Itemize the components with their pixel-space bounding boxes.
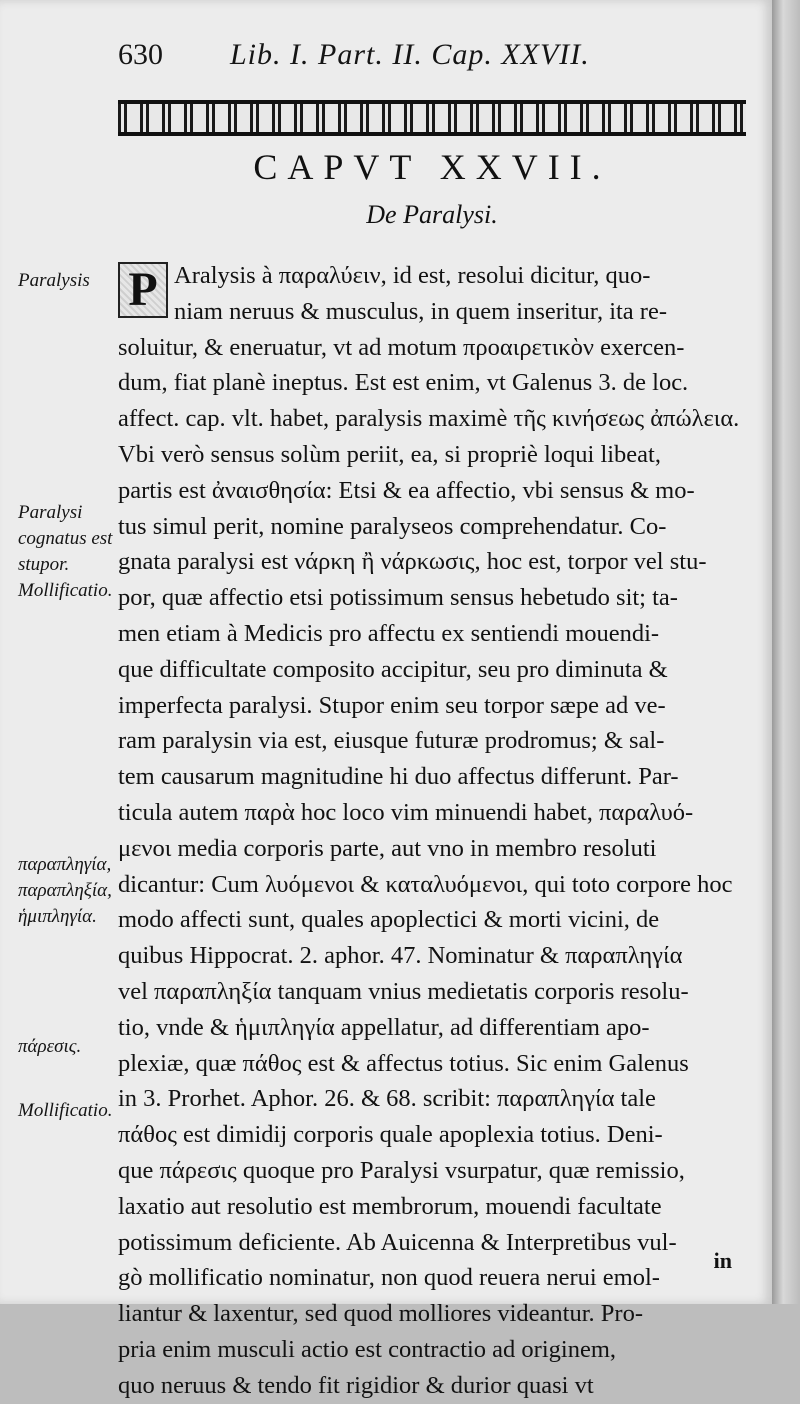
text-line: liantur & laxentur, sed quod molliores videantur. Pro- <box>118 1300 643 1328</box>
drop-cap: P <box>118 262 168 318</box>
margin-note: πάρεσις. <box>18 1036 82 1057</box>
text-line: dicantur: Cum λυόμενοι & καταλυόμενοι, qui toto corpore hoc <box>118 870 733 898</box>
text-line: πάθος est dimidij corporis quale apoplexia totius. Deni- <box>118 1121 663 1149</box>
page-edge <box>772 0 800 1304</box>
text-line: quibus Hippocrat. 2. aphor. 47. Nominatur & παραπληγία <box>118 942 683 970</box>
text-line: modo affecti sunt, quales apoplectici & morti vicini, de <box>118 906 660 934</box>
text-line: dum, fiat planè ineptus. Est est enim, vt Galenus 3. de loc. <box>118 369 689 397</box>
text-line: affect. cap. vlt. habet, paralysis maximè τῆς κινήσεως ἀπώλεια. <box>118 405 740 433</box>
text-line: partis est ἀναισθησία: Etsi & ea affectio, vbi sensus & mo- <box>118 476 695 504</box>
text-line: imperfecta paralysi. Stupor enim seu torpor sæpe ad ve- <box>118 691 666 719</box>
text-line: potissimum deficiente. Ab Auicenna & Interpretibus vul- <box>118 1228 677 1256</box>
chapter-body <box>118 258 748 1404</box>
text-line: tus simul perit, nomine paralyseos comprehendatur. Co- <box>118 512 667 540</box>
margin-note: παραπληγία, παραπληξία, ἡμιπληγία. <box>18 854 112 927</box>
text-line: Aralysis à παραλύειν, id est, resolui dicitur, quo- <box>174 262 651 289</box>
text-line: pria enim musculi actio est contractio ad originem, <box>118 1335 617 1363</box>
text-line: por, quæ affectio etsi potissimum sensus hebetudo sit; ta- <box>118 584 678 612</box>
chapter-subtitle: De Paralysi. <box>366 200 498 229</box>
text-line: ticula autem παρὰ hoc loco vim minuendi habet, παραλυό- <box>118 798 694 826</box>
ornamental-band <box>118 100 746 136</box>
text-line: men etiam à Medicis pro affectu ex sentiendi mouendi- <box>118 619 660 647</box>
text-line: μενοι media corporis parte, aut vno in membro resoluti <box>118 834 657 862</box>
text-line: quo neruus & tendo fit rigidior & durior quasi vt <box>118 1371 594 1399</box>
catchword: in <box>713 1248 732 1273</box>
text-line: ram paralysin via est, eiusque futuræ prodromus; & sal- <box>118 727 665 755</box>
margin-note: Paralysis <box>18 270 90 291</box>
running-head <box>118 38 678 78</box>
text-line: Vbi verò sensus solùm periit, ea, si propriè loqui libeat, <box>118 440 661 468</box>
text-line: in 3. Prorhet. Aphor. 26. & 68. scribit: παραπληγία tale <box>118 1085 656 1113</box>
text-line: vel παραπληξία tanquam vnius medietatis corporis resolu- <box>118 977 689 1005</box>
text-line: que difficultate composito accipitur, seu pro diminuta & <box>118 655 668 683</box>
text-line: gò mollificatio nominatur, non quod reuera nerui emol- <box>118 1264 660 1292</box>
chapter-title: CAPVT XXVII. <box>253 147 611 187</box>
text-line: soluitur, & eneruatur, vt ad motum προαιρετικὸν exercen- <box>118 333 685 361</box>
chapter-reference: Lib. I. Part. II. Cap. XXVII. <box>230 38 590 71</box>
text-line: plexiæ, quæ πάθος est & affectus totius. Sic enim Galenus <box>118 1049 689 1077</box>
text-line: niam neruus & musculus, in quem inseritur, ita re- <box>174 297 668 325</box>
text-line: tem causarum magnitudine hi duo affectus differunt. Par- <box>118 763 679 791</box>
text-line: laxatio aut resolutio est membrorum, mouendi facultate <box>118 1192 662 1220</box>
margin-note: Paralysi cognatus est stupor. Mollificatio. <box>18 502 113 601</box>
text-line: tio, vnde & ἡμιπληγία appellatur, ad differentiam apo- <box>118 1013 650 1041</box>
margin-note: Mollificatio. <box>18 1100 113 1121</box>
page-number: 630 <box>118 38 163 71</box>
text-line: que πάρεσις quoque pro Paralysi vsurpatur, quæ remissio, <box>118 1156 685 1184</box>
text-line: gnata paralysi est νάρκη ἢ νάρκωσις, hoc est, torpor vel stu- <box>118 548 707 576</box>
